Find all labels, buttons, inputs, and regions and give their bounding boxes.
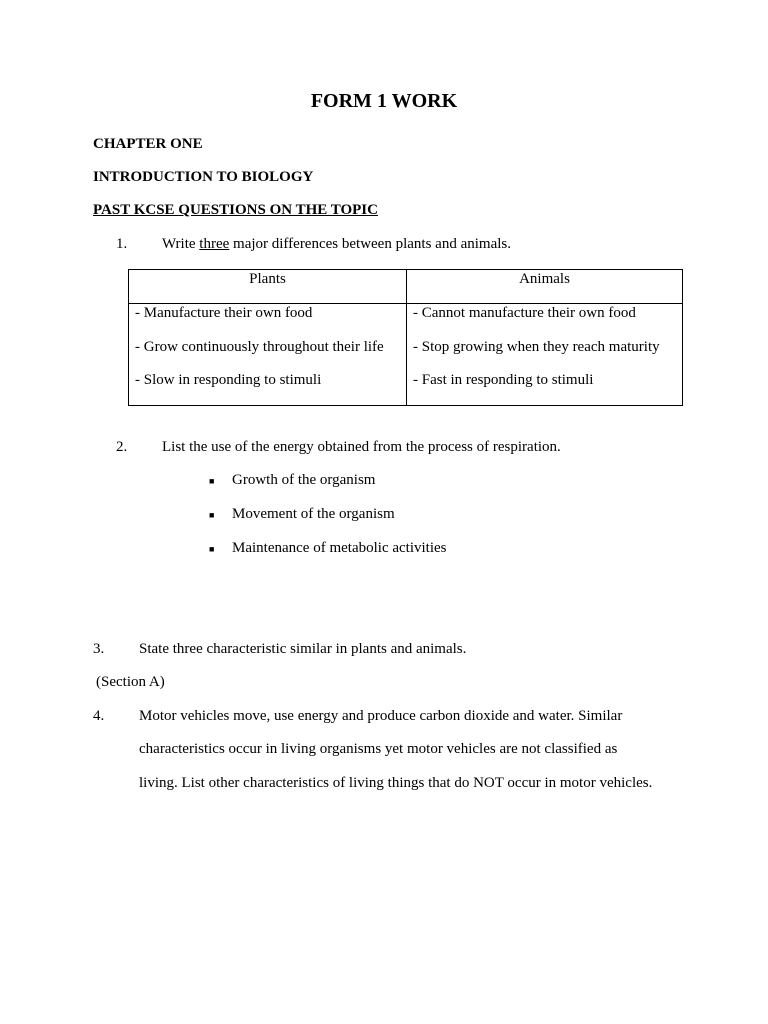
- list-item: Movement of the organism: [232, 506, 395, 522]
- chapter-heading: CHAPTER ONE: [93, 136, 203, 152]
- table-row: [129, 304, 683, 406]
- question-1-text: Write three major differences between plants and animals.: [162, 236, 511, 252]
- question-4-number: 4.: [93, 708, 105, 724]
- question-2-text: List the use of the energy obtained from the process of respiration.: [162, 439, 561, 455]
- table-cell: - Slow in responding to stimuli: [135, 372, 322, 388]
- table-cell: - Cannot manufacture their own food: [413, 305, 636, 321]
- animals-column: [407, 304, 683, 406]
- table-cell: - Manufacture their own food: [135, 305, 313, 321]
- question-2-number: 2.: [116, 439, 128, 455]
- question-4-line: characteristics occur in living organisms yet motor vehicles are not classified as: [139, 741, 618, 757]
- list-item: Maintenance of metabolic activities: [232, 540, 447, 556]
- bullet-icon: ■: [209, 544, 215, 554]
- table-cell: - Grow continuously throughout their life: [135, 338, 384, 355]
- section-note: (Section A): [96, 674, 165, 690]
- question-4-line: living. List other characteristics of living things that do NOT occur in motor vehicles.: [139, 775, 653, 791]
- question-3-number: 3.: [93, 641, 105, 657]
- topic-heading: INTRODUCTION TO BIOLOGY: [93, 169, 314, 185]
- table-cell: - Fast in responding to stimuli: [413, 372, 594, 388]
- table-cell: - Stop growing when they reach maturity: [413, 338, 660, 355]
- question-3-text: State three characteristic similar in plants and animals.: [139, 641, 467, 657]
- question-1-number: 1.: [116, 236, 128, 252]
- differences-table: [128, 269, 683, 406]
- header-animals: Animals: [407, 270, 683, 304]
- header-plants: Plants: [129, 270, 407, 304]
- list-item: Growth of the organism: [232, 472, 376, 488]
- section-heading: PAST KCSE QUESTIONS ON THE TOPIC: [93, 202, 378, 218]
- plants-column: [129, 304, 407, 406]
- table-header-row: [129, 270, 683, 304]
- bullet-icon: ■: [209, 476, 215, 486]
- bullet-icon: ■: [209, 510, 215, 520]
- emphasis-three: three: [199, 236, 230, 252]
- question-4-line: Motor vehicles move, use energy and produce carbon dioxide and water. Similar: [139, 708, 623, 724]
- document-title: FORM 1 WORK: [310, 90, 458, 112]
